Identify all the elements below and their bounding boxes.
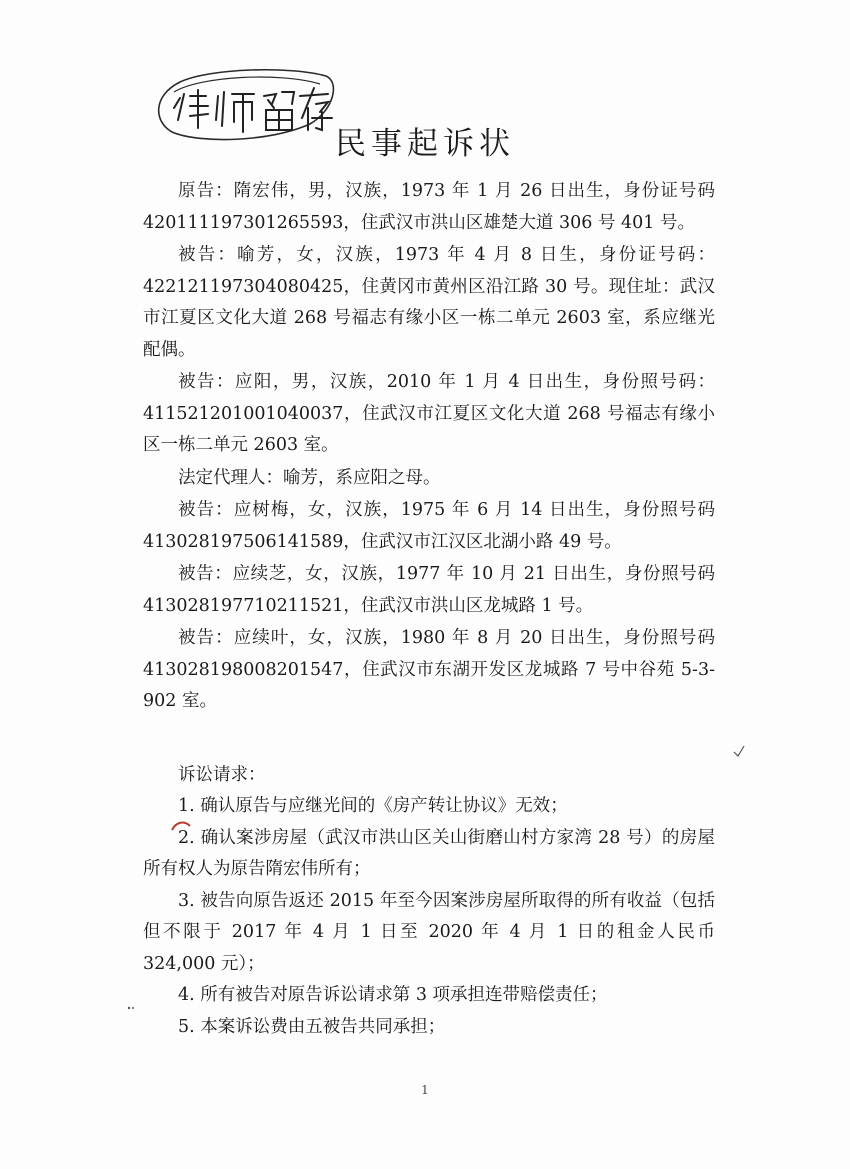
claim-item-5: 5. 本案诉讼费由五被告共同承担； [178, 1016, 446, 1037]
claim-item-4: 4. 所有被告对原告诉讼请求第 3 项承担连带赔偿责任； [178, 985, 608, 1005]
party-defendant-2: 被告：应阳，男，汉族，2010 年 1 月 4 日出生，身份照号码：411521201001040037，住武汉市江夏区文化大道 268 号福志有缘小区一栋二单元 2603 室。 [143, 372, 715, 455]
ink-dot-mark [126, 1004, 136, 1012]
claims-heading: 诉讼请求： [178, 764, 266, 785]
claim-item-2: 2. 确认案涉房屋（武汉市洪山区关山街磨山村方家湾 28 号）的房屋所有权人为原告隋宏伟所有； [143, 827, 715, 879]
document-title: 民事起诉状 [335, 126, 515, 162]
page-number: 1 [421, 1083, 429, 1097]
pen-tick-mark [732, 744, 746, 758]
party-defendant-5: 被告：应续叶，女，汉族，1980 年 8 月 20 日出生，身份照号码 413028198008201547，住武汉市东湖开发区龙城路 7 号中谷苑 5-3-902 室。 [143, 628, 715, 711]
party-plaintiff: 原告：隋宏伟，男，汉族，1973 年 1 月 26 日出生，身份证号码 420111197301265593，住武汉市洪山区雄楚大道 306 号 401 号。 [143, 181, 715, 233]
section-spacer [143, 718, 715, 760]
legal-representative: 法定代理人：喻芳，系应阳之母。 [178, 467, 441, 488]
claim-item-3: 3. 被告向原告返还 2015 年至今因案涉房屋所取得的所有收益（包括但不限于 2017 年 4 月 1 日至 2020 年 4 月 1 日的租金人民币 324,000 元）； [143, 890, 715, 974]
document-body [143, 176, 715, 1043]
party-defendant-1: 被告：喻芳，女，汉族，1973 年 4 月 8 日生，身份证号码：422121197304080425，住黄冈市黄州区沿江路 30 号。现住址：武汉市江夏区文化大道 268 号福志有缘小区一栋二单元 2603 室，系应继光配偶。 [143, 245, 715, 360]
claim-item-1: 1. 确认原告与应继光间的《房产转让协议》无效； [178, 796, 568, 816]
red-ink-mark [170, 818, 192, 836]
party-defendant-3: 被告：应树梅，女，汉族，1975 年 6 月 14 日出生，身份照号码 413028197506141589，住武汉市江汉区北湖小路 49 号。 [143, 500, 715, 552]
party-defendant-4: 被告：应续芝，女，汉族，1977 年 10 月 21 日出生，身份照号码 413028197710211521，住武汉市洪山区龙城路 1 号。 [143, 564, 715, 616]
